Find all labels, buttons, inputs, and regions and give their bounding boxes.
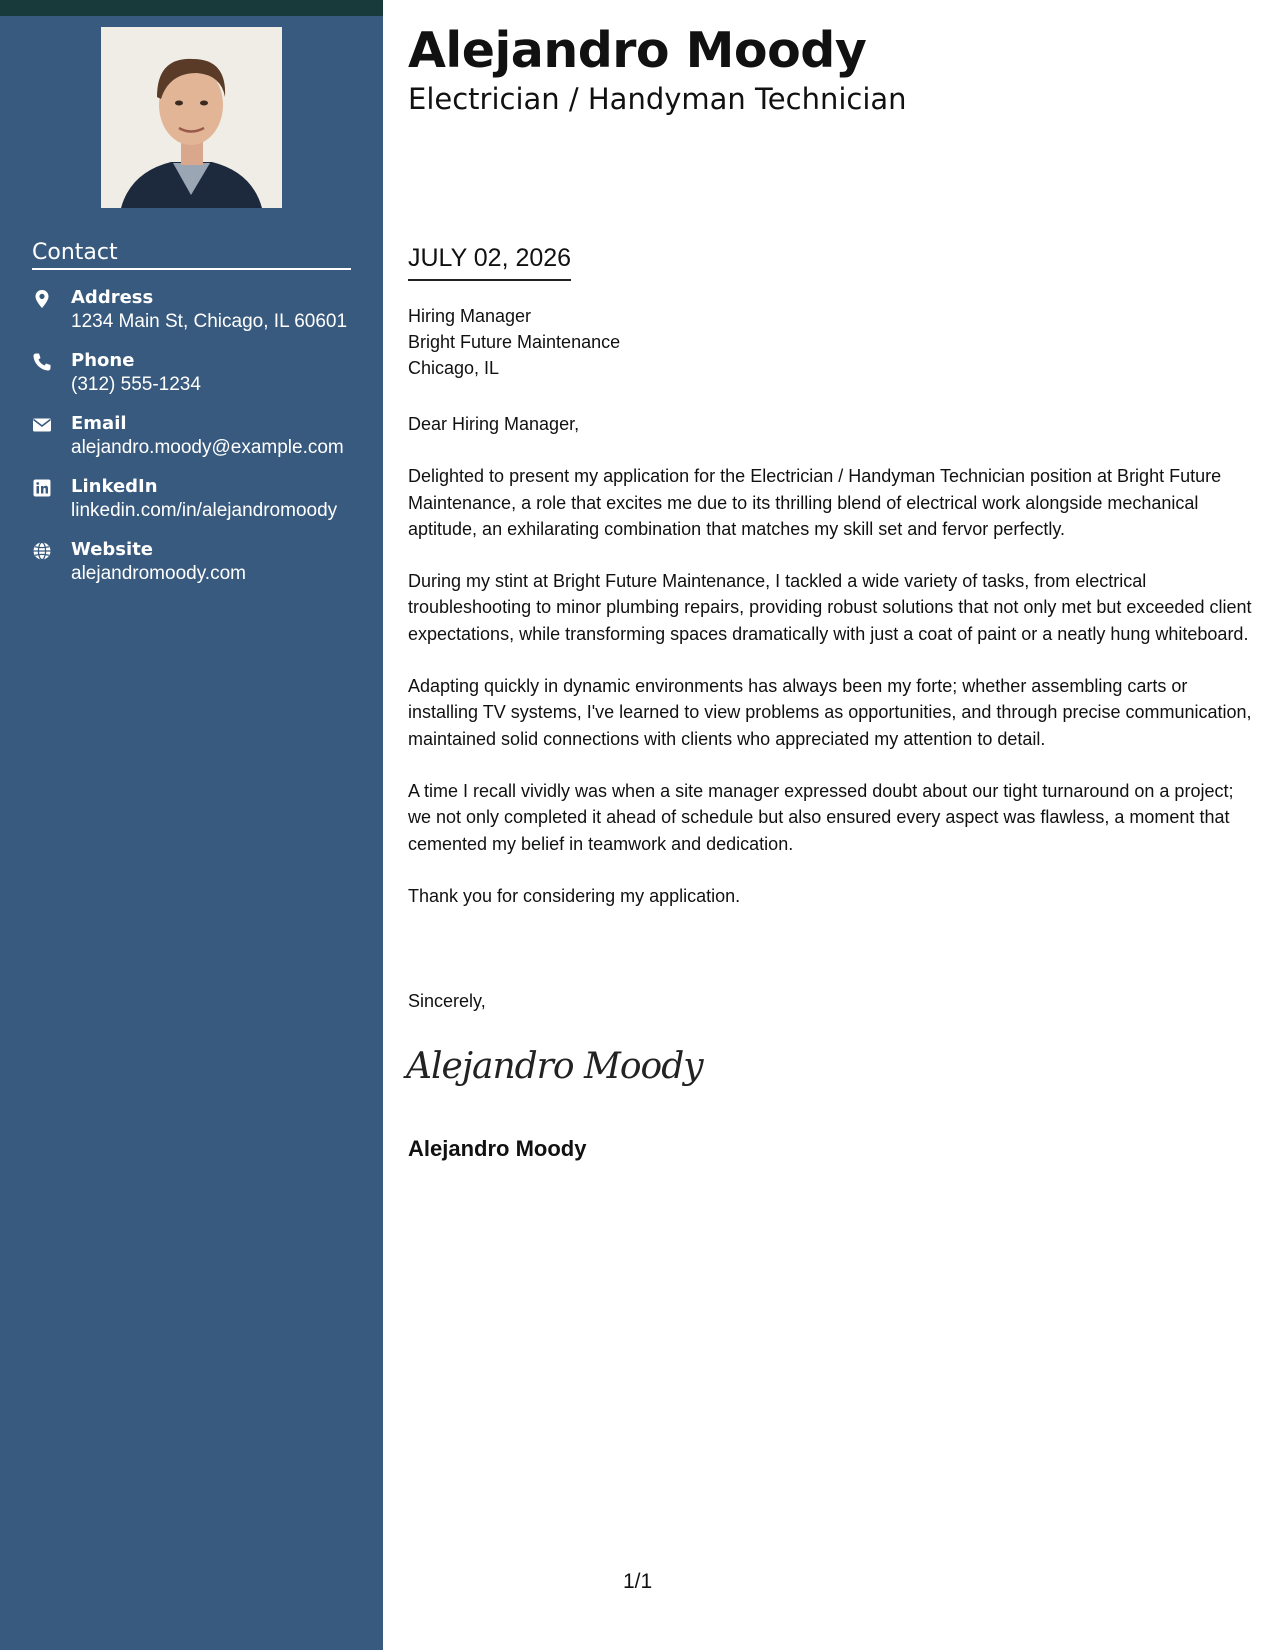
recipient-line: Bright Future Maintenance: [408, 332, 621, 352]
contact-email: [32, 413, 362, 465]
letter-date: JULY 02, 2026: [408, 244, 571, 281]
linkedin-icon: [32, 478, 54, 500]
letter-paragraph: Delighted to present my application for the Electrician / Handyman Technician position at Bright Future Maintenance, a role that excites me due to its thrilling blend of electrical work alongside mechanical aptitude, an exhilarating combination that matches my skill set and fervor perfectly.: [408, 466, 1222, 539]
phone-icon: [32, 352, 54, 374]
page-number: 1/1: [623, 1570, 653, 1593]
contact-label: LinkedIn: [71, 476, 158, 497]
contact-address: [32, 287, 362, 339]
globe-icon: [32, 541, 54, 563]
applicant-name: Alejandro Moody: [408, 22, 867, 79]
letter-body: [408, 411, 1253, 935]
job-title: Electrician / Handyman Technician: [408, 82, 907, 116]
avatar: [101, 27, 282, 208]
contact-heading: Contact: [32, 240, 351, 270]
letter-paragraph: Thank you for considering my application.: [408, 885, 741, 906]
contact-label: Phone: [71, 350, 135, 371]
recipient-line: Hiring Manager: [408, 306, 532, 326]
address-value: 1234 Main St, Chicago, IL 60601: [71, 311, 348, 332]
linkedin-value: linkedin.com/in/alejandromoody: [71, 500, 338, 521]
contact-label: Website: [71, 539, 154, 560]
email-icon: [32, 415, 54, 437]
salutation: Dear Hiring Manager,: [408, 414, 580, 434]
letter-paragraph: During my stint at Bright Future Maintenance, I tackled a wide variety of tasks, from electrical troubleshooting to minor plumbing repairs, providing robust solutions that not only met but exceeded client expectations, while transforming spaces dramatically with just a coat of paint or a neatly hung whiteboard.: [408, 571, 1252, 644]
recipient-block: [408, 303, 620, 381]
contact-website: [32, 539, 362, 591]
website-value: alejandromoody.com: [71, 563, 246, 584]
sidebar-top-bar: [0, 0, 383, 16]
letter-paragraph: A time I recall vividly was when a site manager expressed doubt about our tight turnaround on a project; we not only completed it ahead of schedule but also ensured every aspect was flawless, a moment that cemented my belief in teamwork and dedication.: [408, 780, 1234, 854]
map-pin-icon: [32, 289, 54, 311]
contact-label: Address: [71, 287, 154, 308]
phone-value: (312) 555-1234: [71, 374, 201, 395]
signature: Alejandro Moody: [406, 1046, 703, 1087]
recipient-line: Chicago, IL: [408, 358, 500, 378]
sidebar: [0, 0, 383, 1650]
contact-phone: [32, 350, 362, 402]
contact-linkedin: [32, 476, 362, 528]
contact-label: Email: [71, 413, 127, 434]
closing: Sincerely,: [408, 991, 486, 1011]
email-value: alejandro.moody@example.com: [71, 437, 344, 458]
letter-paragraph: Adapting quickly in dynamic environments has always been my forte; whether assembling carts or installing TV systems, I've learned to view problems as opportunities, and through precise communication, maintained solid connections with clients who appreciated my attention to detail.: [408, 676, 1252, 749]
signed-name: Alejandro Moody: [408, 1136, 587, 1161]
